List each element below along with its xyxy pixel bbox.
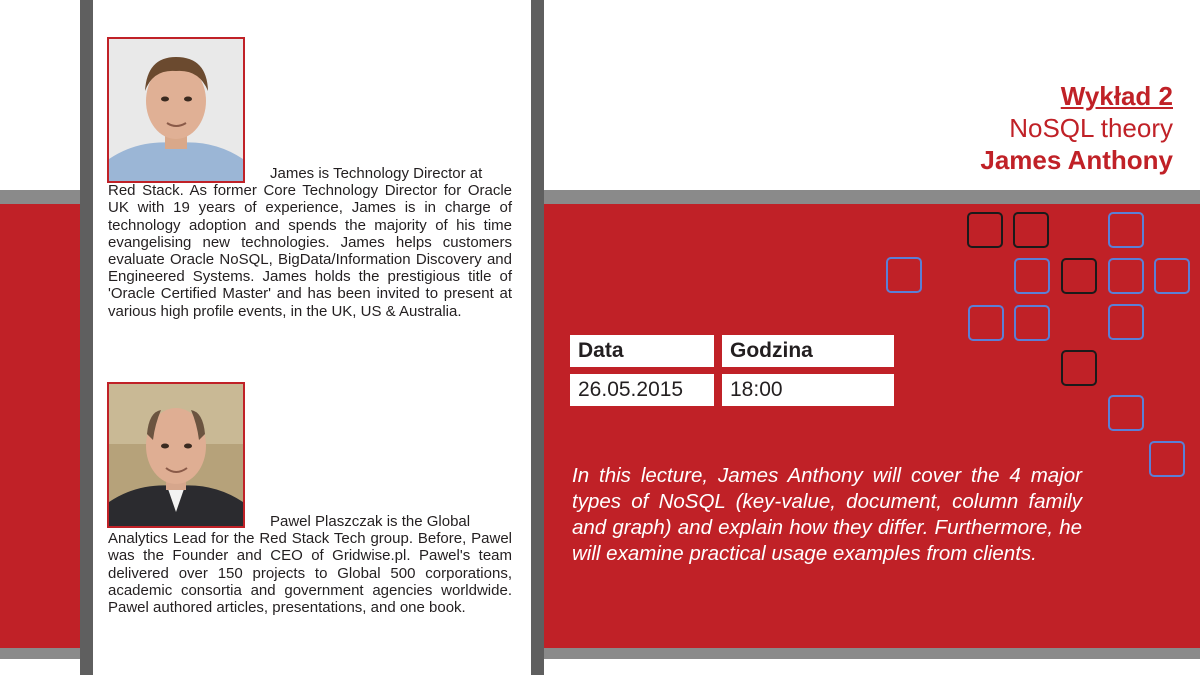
speaker-2-bio xyxy=(108,513,512,616)
time-value: 18:00 xyxy=(722,374,894,406)
decor-square-blue xyxy=(1149,441,1185,477)
date-value: 26.05.2015 xyxy=(570,374,714,406)
speaker-1-bio-first: James is Technology Director at xyxy=(270,165,483,182)
lecture-topic: NoSQL theory xyxy=(1009,113,1173,143)
speaker-name: James Anthony xyxy=(980,145,1173,175)
decor-square-dark xyxy=(1061,258,1097,294)
left-vertical-bar xyxy=(80,0,93,675)
decor-square-blue xyxy=(1014,305,1050,341)
decor-square-dark xyxy=(967,212,1003,248)
speaker-2-bio-first: Pawel Plaszczak is the Global xyxy=(270,513,471,530)
decor-square-blue xyxy=(968,305,1004,341)
time-label: Godzina xyxy=(722,335,894,367)
decor-square-blue xyxy=(886,257,922,293)
decor-square-dark xyxy=(1061,350,1097,386)
speaker-1-bio-rest: Red Stack. As former Core Technology Director for Oracle UK with 19 years of experience, James is in charge of technology adoption and spends the majority of his time evangelising new technologies. James helps customers evaluate Oracle NoSQL, BigData/Information Discovery and Engineered Systems. James holds the prestigious title of 'Oracle Certified Master' and has been invited to present at various high profile events, in the UK, US & Australia. xyxy=(108,182,512,320)
date-label: Data xyxy=(570,335,714,367)
lecture-description: In this lecture, James Anthony will cover the 4 major types of NoSQL (key-value, document, column family and graph) and explain how they differ. Furthermore, he will examine practical usage examples from clients. xyxy=(572,464,1082,565)
decor-square-blue xyxy=(1108,395,1144,431)
decor-square-dark xyxy=(1013,212,1049,248)
title-block xyxy=(980,80,1173,176)
lecture-number: Wykład 2 xyxy=(1060,81,1173,111)
speaker-2-bio-rest: Analytics Lead for the Red Stack Tech group. Before, Pawel was the Founder and CEO of Gridwise.pl. Pawel's team delivered over 150 projects to Global 500 corporations, academic consortia and government agencies worldwide. Pawel authored articles, presentations, and one book. xyxy=(108,530,512,617)
decor-square-blue xyxy=(1108,258,1144,294)
right-vertical-bar xyxy=(531,0,544,675)
speaker-1-photo xyxy=(107,37,245,183)
speaker-2-photo xyxy=(107,382,245,528)
decor-square-blue xyxy=(1108,304,1144,340)
speaker-1-bio xyxy=(108,165,512,320)
decor-square-blue xyxy=(1014,258,1050,294)
decor-square-blue xyxy=(1154,258,1190,294)
decor-square-blue xyxy=(1108,212,1144,248)
